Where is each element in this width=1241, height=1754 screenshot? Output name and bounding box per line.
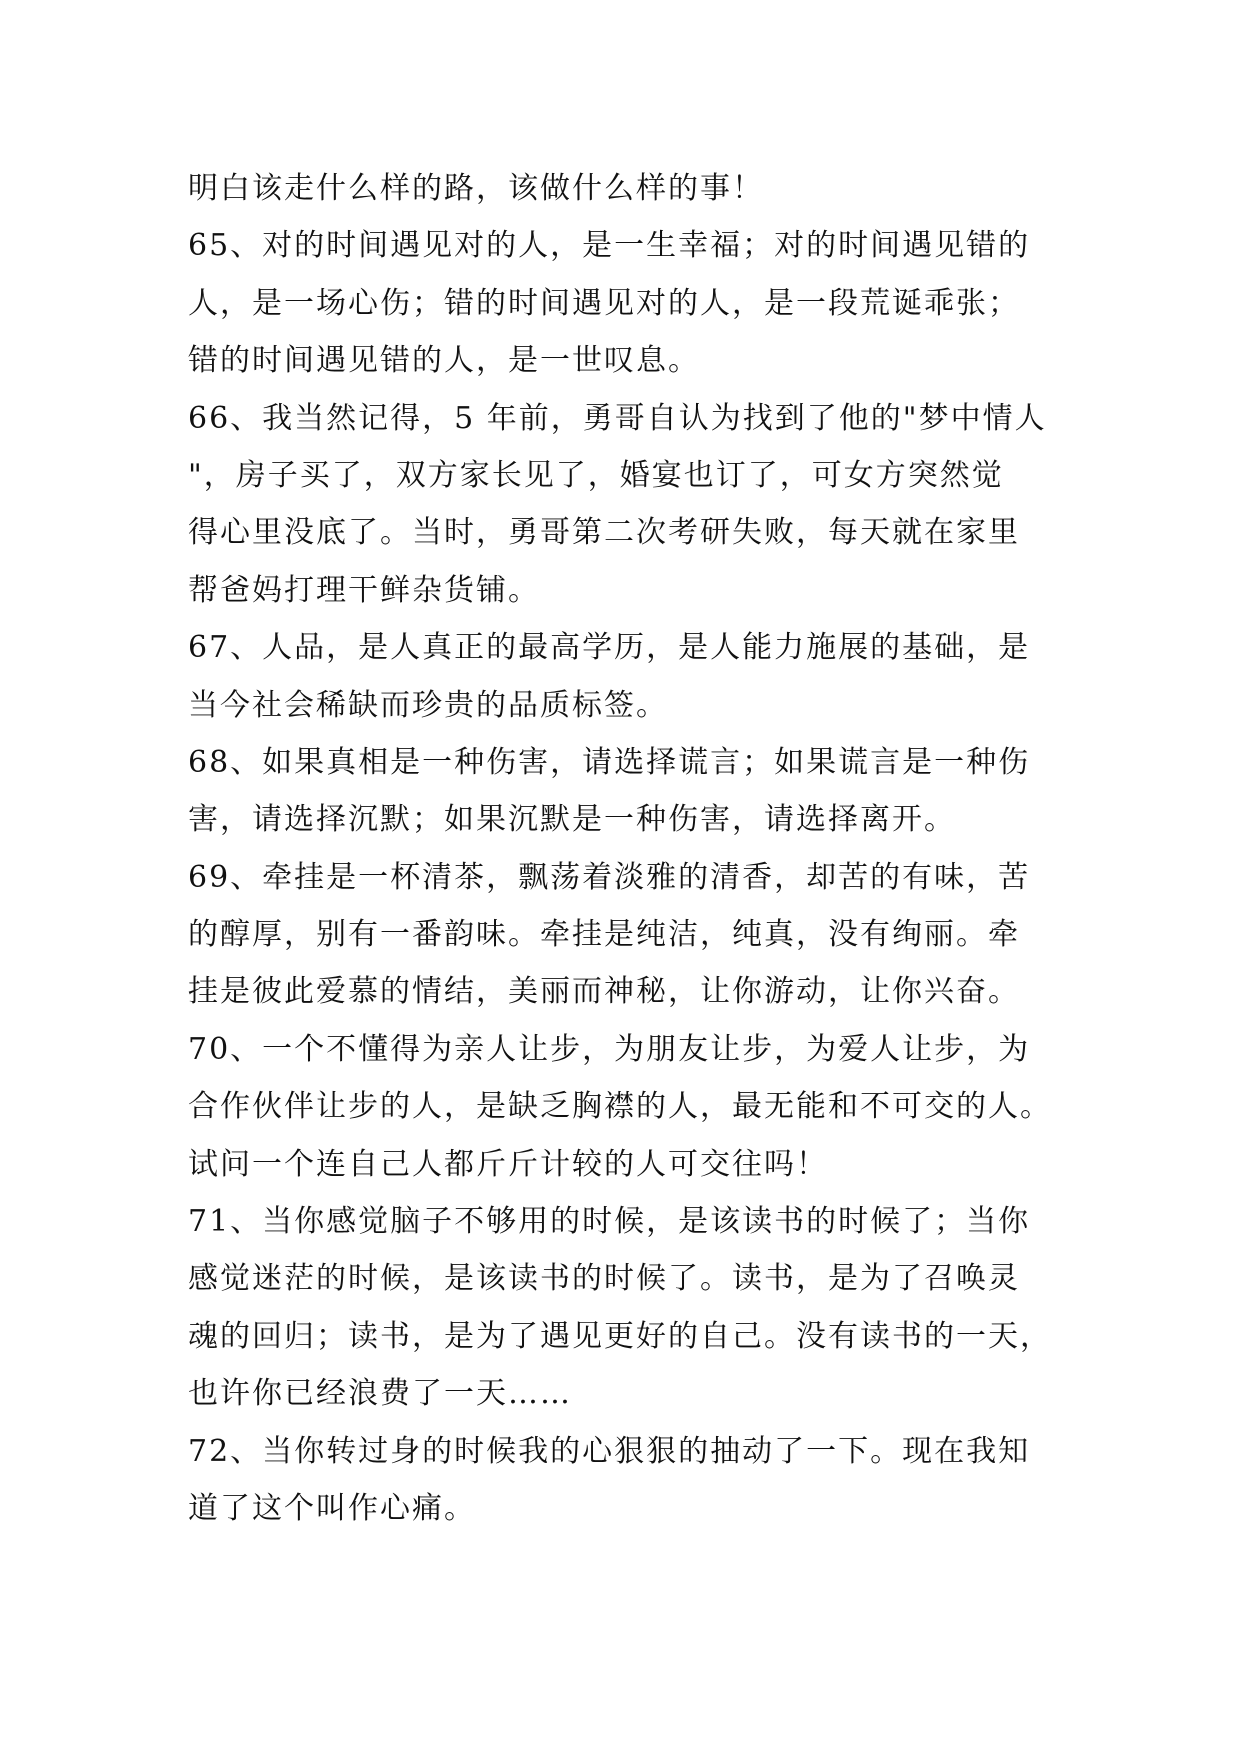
text-line: 错的时间遇见错的人，是一世叹息。 [188, 343, 700, 379]
text-line: 人，是一场心伤；错的时间遇见对的人，是一段荒诞乖张； [188, 285, 1020, 321]
document-body [188, 160, 1068, 1537]
text-line: 得心里没底了。当时，勇哥第二次考研失败，每天就在家里 [188, 515, 1020, 551]
text-line: 当今社会稀缺而珍贵的品质标签。 [188, 687, 668, 723]
text-line: 71、当你感觉脑子不够用的时候，是该读书的时候了；当你 [188, 1204, 1031, 1240]
text-line: 的醇厚，别有一番韵味。牵挂是纯洁，纯真，没有绚丽。牵 [188, 917, 1020, 953]
text-line: "，房子买了，双方家长见了，婚宴也订了，可女方突然觉 [188, 457, 1004, 493]
text-line: 道了这个叫作心痛。 [188, 1490, 476, 1526]
text-line: 害，请选择沉默；如果沉默是一种伤害，请选择离开。 [188, 802, 956, 838]
text-line: 66、我当然记得，5 年前，勇哥自认为找到了他的"梦中情人 [188, 400, 1047, 436]
text-line: 70、一个不懂得为亲人让步，为朋友让步，为爱人让步，为 [188, 1031, 1031, 1067]
text-line: 感觉迷茫的时候，是该读书的时候了。读书，是为了召唤灵 [188, 1261, 1020, 1297]
text-line: 魂的回归；读书，是为了遇见更好的自己。没有读书的一天， [188, 1318, 1052, 1354]
text-line: 明白该走什么样的路，该做什么样的事！ [188, 171, 764, 206]
text-line: 试问一个连自己人都斤斤计较的人可交往吗！ [188, 1146, 828, 1182]
text-line: 合作伙伴让步的人，是缺乏胸襟的人，最无能和不可交的人。 [188, 1089, 1052, 1125]
text-line: 67、人品，是人真正的最高学历，是人能力施展的基础，是 [188, 630, 1031, 666]
text-line: 68、如果真相是一种伤害，请选择谎言；如果谎言是一种伤 [188, 744, 1031, 780]
text-line: 72、当你转过身的时候我的心狠狠的抽动了一下。现在我知 [188, 1433, 1031, 1469]
text-line: 也许你已经浪费了一天…… [188, 1376, 572, 1412]
text-line: 挂是彼此爱慕的情结，美丽而神秘，让你游动，让你兴奋。 [188, 974, 1020, 1010]
text-line: 帮爸妈打理干鲜杂货铺。 [188, 572, 540, 608]
text-line: 65、对的时间遇见对的人，是一生幸福；对的时间遇见错的 [188, 228, 1031, 264]
text-line: 69、牵挂是一杯清茶，飘荡着淡雅的清香，却苦的有味，苦 [188, 859, 1031, 895]
